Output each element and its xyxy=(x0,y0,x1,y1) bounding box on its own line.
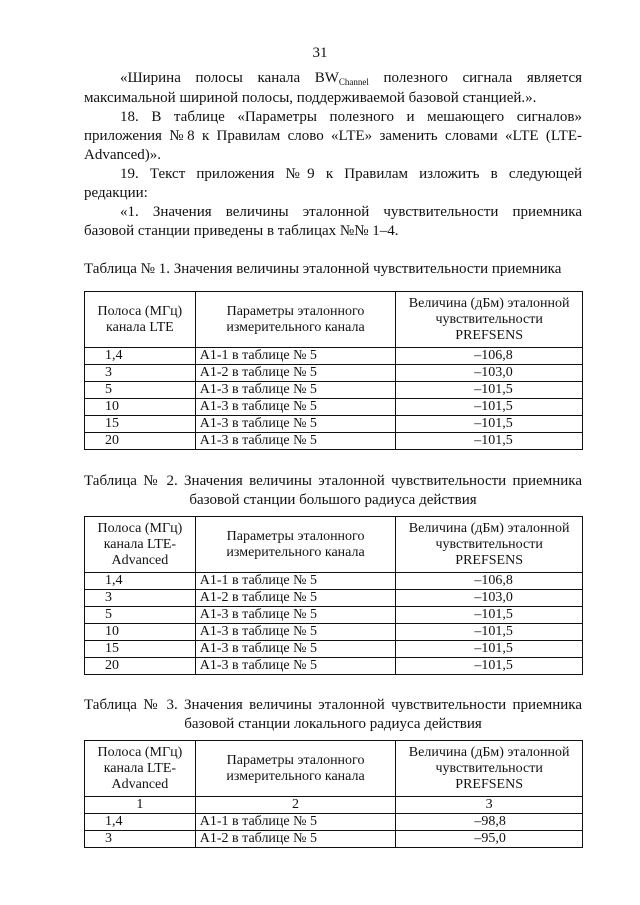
cell-band: 10 xyxy=(85,624,196,641)
cell-band: 10 xyxy=(85,399,196,416)
paragraph-item-18: 18. В таблице «Параметры полезного и мешающего сигналов» приложения №8 к Правилам слово «LTE» заменить словами «LTE (LTE-Advanced)». xyxy=(84,109,582,163)
paragraph-sensitivity-intro: «1. Значения величины эталонной чувствительности приемника базовой станции приведены в таблицах №№ 1–4. xyxy=(84,204,582,239)
cell-band: 5 xyxy=(85,607,196,624)
page-number: 31 xyxy=(312,45,328,61)
cell-band: 20 xyxy=(85,433,196,450)
p1-end: полезного сигнала является максимальной шириной полосы, поддерживаемой базовой станцией.». xyxy=(84,70,583,106)
table-row xyxy=(85,831,583,848)
cell-params: A1-2 в таблице № 5 xyxy=(195,590,396,607)
table-1 xyxy=(84,291,583,450)
cell-value: –103,0 xyxy=(396,590,583,607)
column-number-row xyxy=(85,797,583,814)
cell-params: A1-3 в таблице № 5 xyxy=(195,607,396,624)
cell-params: A1-3 в таблице № 5 xyxy=(195,624,396,641)
column-number: 2 xyxy=(195,797,396,814)
table-row xyxy=(85,416,583,433)
table-row xyxy=(85,641,583,658)
cell-value: –101,5 xyxy=(396,641,583,658)
cell-value: –103,0 xyxy=(396,365,583,382)
header-channel-params: Параметры эталонного измерительного канала xyxy=(195,292,396,348)
table-row xyxy=(85,365,583,382)
paragraph-bandwidth-definition xyxy=(84,69,582,108)
cell-value: –101,5 xyxy=(396,382,583,399)
cell-params: A1-1 в таблице № 5 xyxy=(195,814,396,831)
header-band: Полоса (МГц) канала LTE-Advanced xyxy=(85,517,196,573)
cell-value: –106,8 xyxy=(396,348,583,365)
cell-value: –98,8 xyxy=(396,814,583,831)
table-row xyxy=(85,348,583,365)
cell-params: A1-2 в таблице № 5 xyxy=(195,831,396,848)
cell-params: A1-3 в таблице № 5 xyxy=(195,433,396,450)
table-row xyxy=(85,658,583,675)
cell-value: –101,5 xyxy=(396,658,583,675)
header-sensitivity: Величина (дБм) эталонной чувствительности PREFSENS xyxy=(396,741,583,797)
cell-band: 3 xyxy=(85,365,196,382)
table-header-row xyxy=(85,741,583,797)
header-sensitivity: Величина (дБм) эталонной чувствительности PREFSENS xyxy=(396,292,583,348)
cell-params: A1-3 в таблице № 5 xyxy=(195,399,396,416)
cell-params: A1-3 в таблице № 5 xyxy=(195,641,396,658)
cell-band: 1,4 xyxy=(85,814,196,831)
table-row xyxy=(85,607,583,624)
column-number: 1 xyxy=(85,797,196,814)
cell-band: 3 xyxy=(85,590,196,607)
table-3 xyxy=(84,740,583,848)
cell-params: A1-3 в таблице № 5 xyxy=(195,658,396,675)
header-band: Полоса (МГц) канала LTE xyxy=(85,292,196,348)
header-band: Полоса (МГц) канала LTE-Advanced xyxy=(85,741,196,797)
table-row xyxy=(85,573,583,590)
table-3-caption-line2: базовой станции локального радиуса действия xyxy=(184,716,482,732)
cell-band: 15 xyxy=(85,641,196,658)
cell-params: A1-2 в таблице № 5 xyxy=(195,365,396,382)
cell-band: 1,4 xyxy=(85,348,196,365)
header-channel-params: Параметры эталонного измерительного канала xyxy=(195,517,396,573)
cell-band: 3 xyxy=(85,831,196,848)
table-header-row xyxy=(85,292,583,348)
table-2-caption-line1: Таблица № 2. Значения величины эталонной чувствительности приемника xyxy=(84,473,582,489)
cell-value: –101,5 xyxy=(396,433,583,450)
p1-start: «Ширина полосы канала BW xyxy=(120,70,339,86)
cell-value: –101,5 xyxy=(396,416,583,433)
p1-subscript: Channel xyxy=(338,77,369,87)
table-2-caption-line2: базовой станции большого радиуса действия xyxy=(189,492,477,508)
cell-value: –101,5 xyxy=(396,624,583,641)
header-sensitivity: Величина (дБм) эталонной чувствительности PREFSENS xyxy=(396,517,583,573)
table-row xyxy=(85,814,583,831)
cell-value: –106,8 xyxy=(396,573,583,590)
table-3-caption xyxy=(84,696,582,734)
cell-params: A1-1 в таблице № 5 xyxy=(195,348,396,365)
cell-value: –101,5 xyxy=(396,399,583,416)
body-text xyxy=(84,69,582,241)
cell-params: A1-3 в таблице № 5 xyxy=(195,416,396,433)
column-number: 3 xyxy=(396,797,583,814)
table-2-caption xyxy=(84,472,582,510)
cell-value: –101,5 xyxy=(396,607,583,624)
table-row xyxy=(85,399,583,416)
cell-value: –95,0 xyxy=(396,831,583,848)
table-row xyxy=(85,624,583,641)
table-row xyxy=(85,382,583,399)
table-2 xyxy=(84,516,583,675)
table-1-caption: Таблица № 1. Значения величины эталонной чувствительности приемника xyxy=(84,261,562,277)
table-3-caption-line1: Таблица № 3. Значения величины эталонной чувствительности приемника xyxy=(84,697,582,713)
cell-band: 5 xyxy=(85,382,196,399)
cell-band: 15 xyxy=(85,416,196,433)
cell-band: 20 xyxy=(85,658,196,675)
cell-band: 1,4 xyxy=(85,573,196,590)
table-row xyxy=(85,433,583,450)
header-channel-params: Параметры эталонного измерительного канала xyxy=(195,741,396,797)
table-row xyxy=(85,590,583,607)
table-header-row xyxy=(85,517,583,573)
cell-params: A1-3 в таблице № 5 xyxy=(195,382,396,399)
paragraph-item-19: 19. Текст приложения №9 к Правилам изложить в следующей редакции: xyxy=(84,166,582,201)
cell-params: A1-1 в таблице № 5 xyxy=(195,573,396,590)
